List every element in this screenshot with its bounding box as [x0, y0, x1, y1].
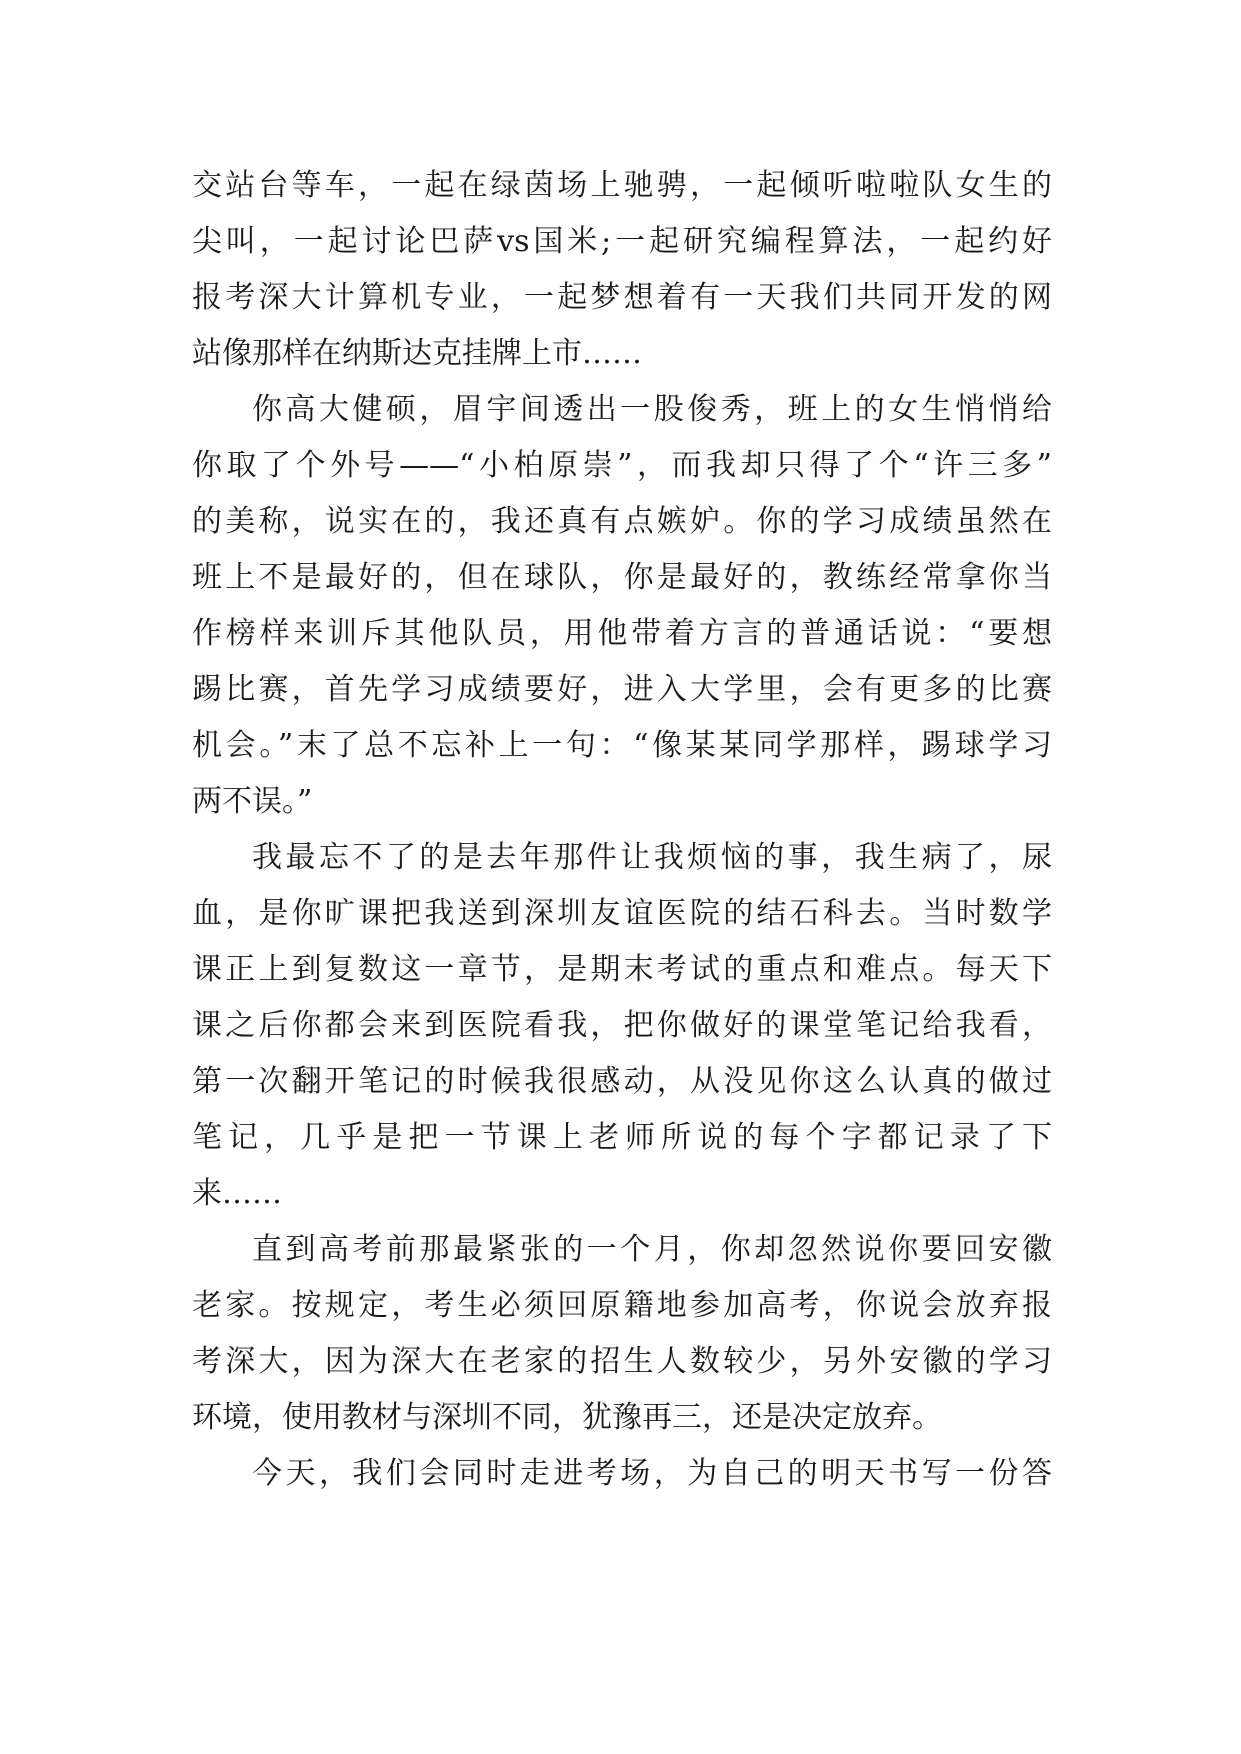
- text-line: 两不误。”: [192, 784, 313, 819]
- text-line: 尖叫，一起讨论巴萨vs国米;一起研究编程算法，一起约好: [192, 224, 1052, 259]
- document-body: [192, 158, 1052, 1502]
- text-line: 报考深大计算机专业，一起梦想着有一天我们共同开发的网: [192, 280, 1052, 315]
- text-line: 作榜样来训斥其他队员，用他带着方言的普通话说：“要想: [192, 616, 1052, 651]
- text-line: 来……: [192, 1176, 282, 1211]
- text-line: 我最忘不了的是去年那件让我烦恼的事，我生病了，尿: [252, 840, 1052, 875]
- text-line: 班上不是最好的，但在球队，你是最好的，教练经常拿你当: [192, 560, 1052, 595]
- text-line: 考深大，因为深大在老家的招生人数较少，另外安徽的学习: [192, 1344, 1052, 1379]
- text-line: 课之后你都会来到医院看我，把你做好的课堂笔记给我看，: [192, 1008, 1052, 1043]
- text-line: 踢比赛，首先学习成绩要好，进入大学里，会有更多的比赛: [192, 672, 1052, 707]
- text-line: 课正上到复数这一章节，是期末考试的重点和难点。每天下: [192, 952, 1052, 987]
- text-line: 第一次翻开笔记的时候我很感动，从没见你这么认真的做过: [192, 1064, 1052, 1099]
- text-line: 的美称，说实在的，我还真有点嫉妒。你的学习成绩虽然在: [192, 504, 1052, 539]
- text-line: 你高大健硕，眉宇间透出一股俊秀，班上的女生悄悄给: [252, 392, 1052, 427]
- text-line: 直到高考前那最紧张的一个月，你却忽然说你要回安徽: [252, 1232, 1052, 1267]
- text-line: 老家。按规定，考生必须回原籍地参加高考，你说会放弃报: [192, 1288, 1052, 1323]
- text-line: 你取了个外号——“小柏原崇”，而我却只得了个“许三多”: [192, 448, 1052, 483]
- text-line: 环境，使用教材与深圳不同，犹豫再三，还是决定放弃。: [192, 1400, 942, 1435]
- text-line: 机会。”末了总不忘补上一句：“像某某同学那样，踢球学习: [192, 728, 1052, 763]
- text-line: 站像那样在纳斯达克挂牌上市……: [192, 336, 642, 371]
- text-line: 今天，我们会同时走进考场，为自己的明天书写一份答: [252, 1456, 1052, 1491]
- text-line: 交站台等车，一起在绿茵场上驰骋，一起倾听啦啦队女生的: [192, 168, 1052, 203]
- text-line: 笔记，几乎是把一节课上老师所说的每个字都记录了下: [192, 1120, 1052, 1155]
- text-line: 血，是你旷课把我送到深圳友谊医院的结石科去。当时数学: [192, 896, 1052, 931]
